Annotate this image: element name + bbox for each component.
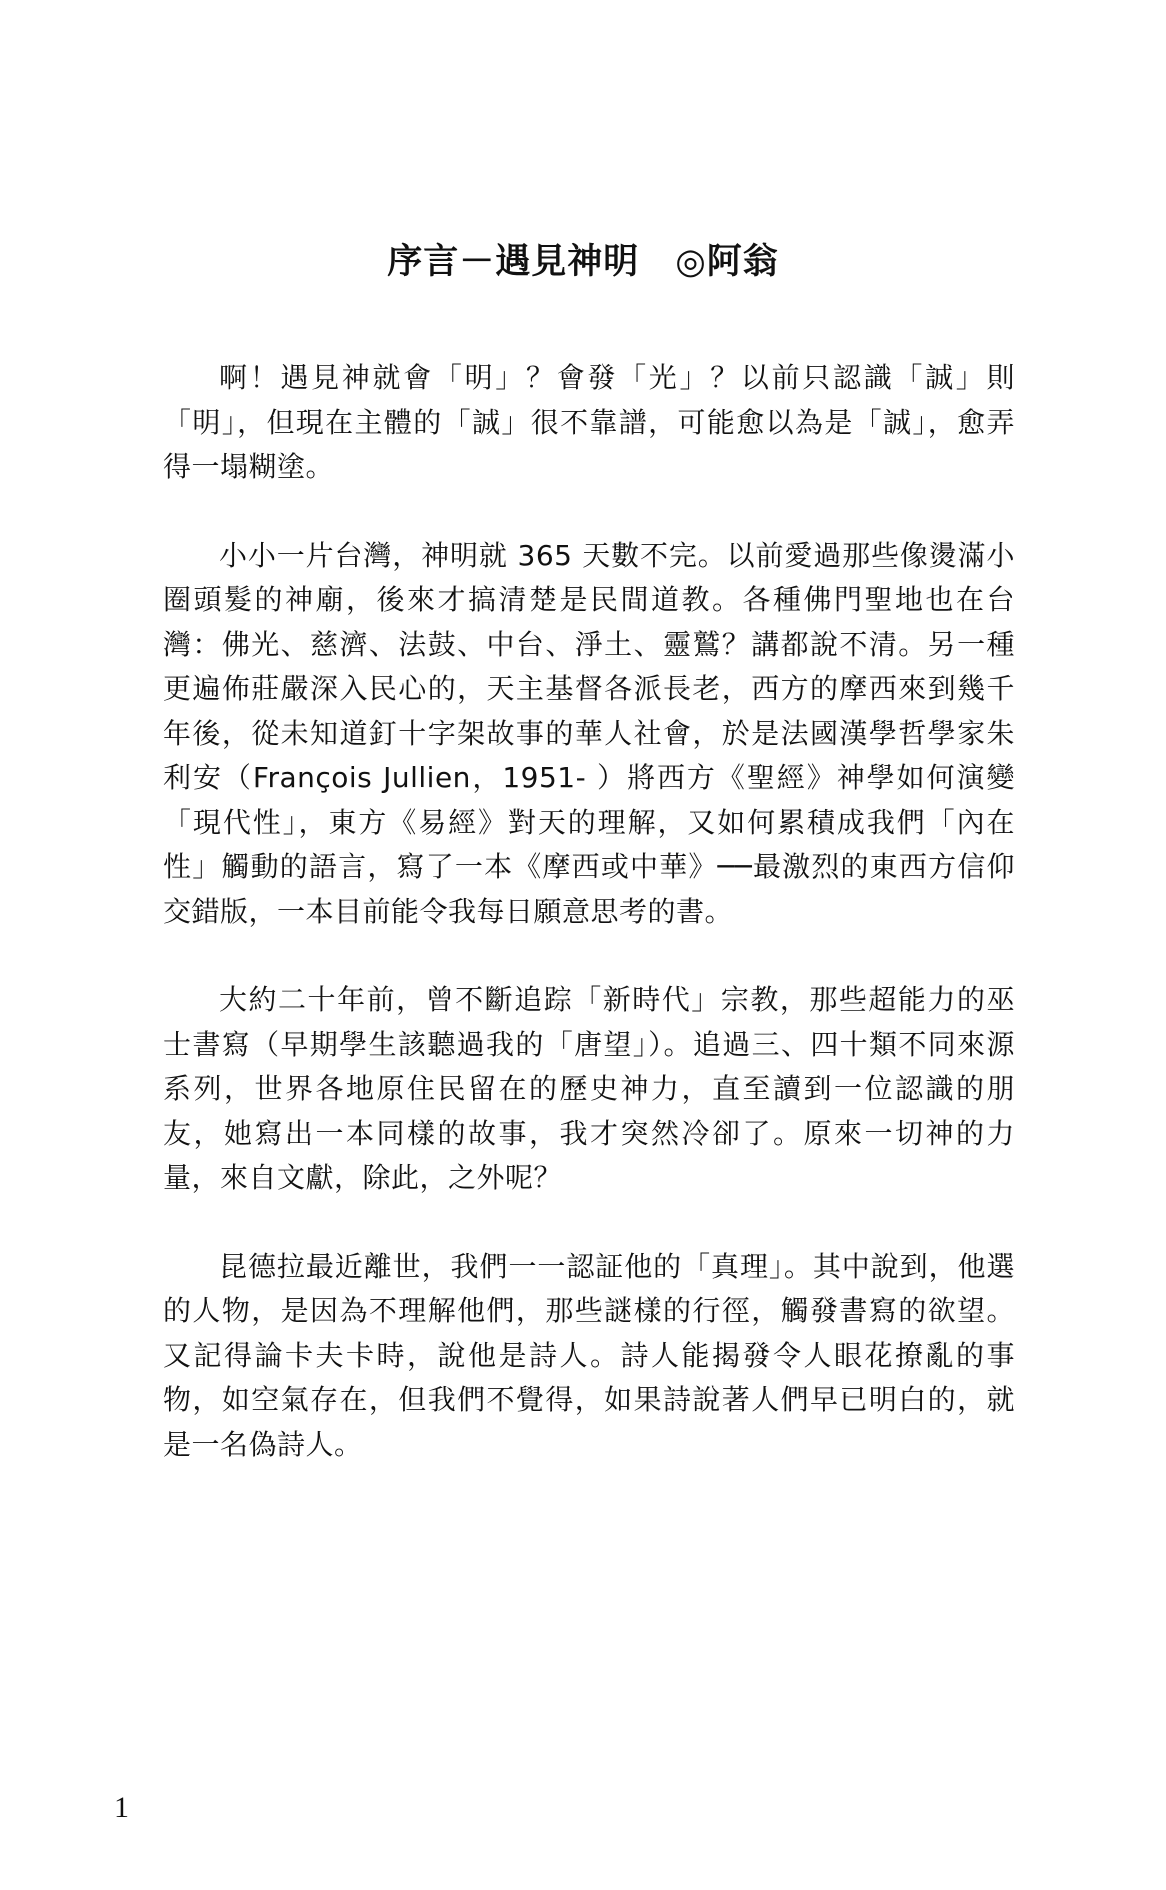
paragraph-4: 昆德拉最近離世，我們一一認証他的「真理」。其中說到，他選的人物，是因為不理解他們，那些謎樣的行徑，觸發書寫的欲望。又記得論卡夫卡時，說他是詩人。詩人能揭發令人眼花撩亂的事物，如空氣存在，但我們不覺得，如果詩說著人們早已明白的，就是一名偽詩人。 xyxy=(163,1249,1015,1461)
page-title xyxy=(0,232,1166,292)
title-text: 序言－遇見神明 xyxy=(387,242,640,282)
body-text xyxy=(163,356,1015,1511)
page-number: 1 xyxy=(114,1791,129,1824)
paragraph-1: 啊！遇見神就會「明」？會發「光」？以前只認識「誠」則「明」，但現在主體的「誠」很不靠譜，可能愈以為是「誠」，愈弄得一塌糊塗。 xyxy=(163,361,1015,483)
paragraph-2: 小小一片台灣，神明就 365 天數不完。以前愛過那些像燙滿小圈頭髮的神廟，後來才搞清楚是民間道教。各種佛門聖地也在台灣：佛光、慈濟、法鼓、中台、淨土、靈鷲？講都說不清。另一種更遍佈莊嚴深入民心的，天主基督各派長老，西方的摩西來到幾千年後，從未知道釘十字架故事的華人社會，於是法國漢學哲學家朱利安（François Jullien，1951- ）將西方《聖經》神學如何演變「現代性」，東方《易經》對天的理解，又如何累積成我們「內在性」觸動的語言，寫了一本《摩西或中華》──最激烈的東西方信仰交錯版，一本目前能令我每日願意思考的書。 xyxy=(163,538,1015,928)
paragraph-3: 大約二十年前，曾不斷追踪「新時代」宗教，那些超能力的巫士書寫（早期學生該聽過我的「唐望」）。追過三、四十類不同來源系列，世界各地原住民留在的歷史神力，直至讀到一位認識的朋友，她寫出一本同樣的故事，我才突然冷卻了。原來一切神的力量，來自文獻，除此，之外呢？ xyxy=(163,983,1015,1194)
author-byline: ◎阿翁 xyxy=(675,242,779,282)
